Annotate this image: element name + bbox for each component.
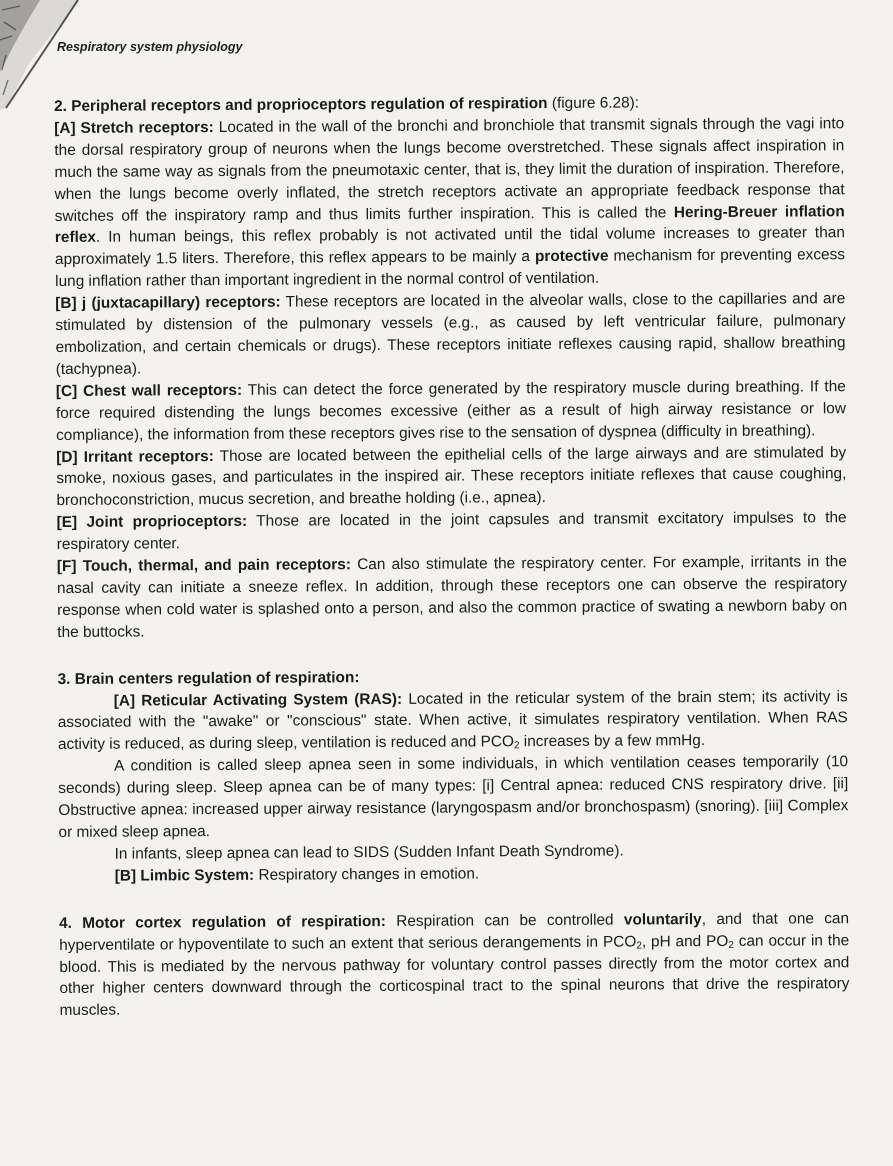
reflex-term: Hering-Breuer inflation reflex [54, 202, 845, 247]
running-header: Respiratory system physiology [57, 40, 243, 54]
item-label: [C] Chest wall receptors: [55, 381, 243, 400]
paragraph-ras: [A] Reticular Activating System (RAS): Located in the reticular system of the brain stem; its activity is associated with the "awake" or "conscious" state. When active, it simulates respiratory ventilation. When RAS activity is reduced, as during sleep, ventilation is reduced and $PCO_2$ increases by a few mmHg. [57, 687, 848, 754]
item-label: [E] Joint proprioceptors: [56, 513, 248, 532]
section-heading: 2. Peripheral receptors and proprioceptors regulation of respiration [54, 94, 548, 115]
paragraph-touch-thermal-pain: [F] Touch, thermal, and pain receptors: Can also stimulate the respiratory center. For example, irritants in the nasal cavity can initiate a sneeze reflex. In addition, through these receptors one can observe the respiratory response when cold water is splashed onto a person, and also the common practice of swating a newborn baby on the buttocks. [56, 553, 848, 641]
item-label: [F] Touch, thermal, and pain receptors: [56, 556, 352, 576]
paragraph-j-receptors: [B] j (juxtacapillary) receptors: These receptors are located in the alveolar walls, close to the capillaries and are stimulated by distension of the pulmonary vessels (e.g., as caused by left ventricular failure, pulmonary embolization, and certain chemicals or drugs). These receptors initiate reflexes causing rapid, shallow breathing (tachypnea). [55, 290, 846, 378]
section-heading: 3. Brain centers regulation of respiration: [57, 668, 360, 688]
item-label: [A] Stretch receptors: [54, 118, 214, 137]
paragraph-sids: In infants, sleep apnea can lead to SIDS (Sudden Infant Death Syndrome). [114, 842, 624, 863]
body-text [54, 91, 850, 1022]
item-label: [D] Irritant receptors: [56, 447, 214, 466]
paragraph-joint-proprioceptors: [E] Joint proprioceptors: Those are located in the joint capsules and transmit excitatory impulses to the respiratory center. [56, 509, 847, 554]
paragraph-stretch-receptors: [A] Stretch receptors: Located in the wall of the bronchi and bronchiole that transmit signals through the vagi into the dorsal respiratory group of neurons when the lungs become overstretched. These signals affect inspiration in much the same way as signals from the pneumotaxic center, that is, they limit the duration of inspiration. Therefore, when the lungs become overly inflated, the stretch receptors activate an appropriate feedback response that switches off the inspiratory ramp and thus limits further inspiration. This is called the Hering-Breuer inflation reflex. In human beings, this reflex probably is not activated until the tidal volume increases to greater than approximately 1.5 liters. Therefore, this reflex appears to be mainly a protective mechanism for preventing excess lung inflation rather than important ingredient in the normal control of ventilation. [54, 115, 846, 291]
section-heading: 4. Motor cortex regulation of respiration: [59, 912, 386, 932]
item-label: [A] Reticular Activating System (RAS): [113, 690, 403, 710]
paragraph-motor-cortex: 4. Motor cortex regulation of respiration: Respiration can be controlled voluntarily, and that one can hyperventilate or hypoventilate to such an extent that serious derangements in $PCO_2$, pH and $PO_2$ can occur in the blood. This is mediated by the nervous pathway for voluntary control passes directly from the motor cortex and other higher centers downward through the corticospinal tract to the spinal neurons that drive the respiratory muscles. [59, 909, 850, 1020]
emphasis-term: voluntarily [623, 910, 702, 929]
emphasis-term: protective [534, 247, 609, 266]
figure-reference: (figure 6.28): [547, 94, 640, 112]
paragraph-sleep-apnea: A condition is called sleep apnea seen in some individuals, in which ventilation ceases temporarily (10 seconds) during sleep. Sleep apnea can be of many types: [i] Central apnea: reduced CNS respiratory drive. [ii] Obstructive apnea: increased upper airway resistance (laryngospasm and/or bronchospasm) (snoring). [iii] Complex or mixed sleep apnea. [58, 753, 849, 841]
scan-corner-shadow [0, 0, 90, 110]
item-label: [B] j (juxtacapillary) receptors: [55, 293, 281, 313]
paragraph-irritant-receptors: [D] Irritant receptors: Those are located between the epithelial cells of the large airways and are stimulated by smoke, noxious gases, and particulates in the inspired air. These receptors initiate reflexes that cause coughing, bronchoconstriction, mucus secretion, and breathe holding (i.e., apnea). [56, 443, 847, 510]
paragraph-chest-wall-receptors: [C] Chest wall receptors: This can detect the force generated by the respiratory muscle during breathing. If the force required distending the lungs becomes excessive (either as a result of high airway resistance or low compliance), the information from these receptors gives rise to the sensation of dyspnea (difficulty in breathing). [55, 377, 846, 444]
paragraph-limbic-system: [B] Limbic System: Respiratory changes in emotion. [114, 865, 480, 885]
item-label: [B] Limbic System: [114, 866, 255, 885]
